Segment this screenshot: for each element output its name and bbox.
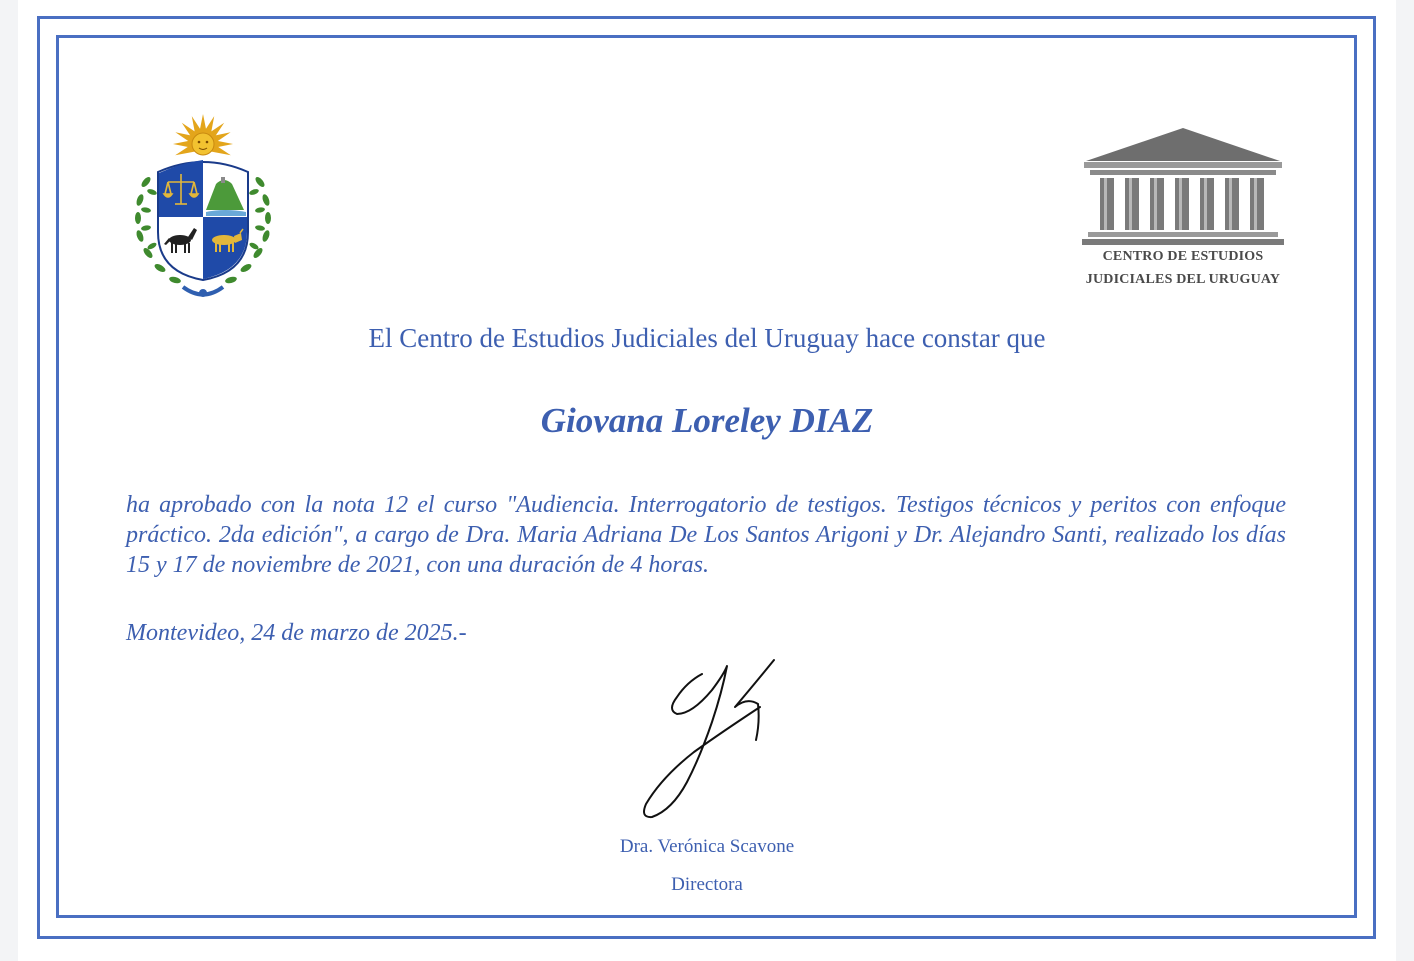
- courthouse-logo-icon: [1078, 126, 1288, 251]
- signatory-name: Dra. Verónica Scavone: [619, 836, 795, 857]
- certificate-body: ha aprobado con la nota 12 el curso "Audiencia. Interrogatorio de testigos. Testigos técnicos y peritos con enfoque práctico. 2da edición", a cargo de Dra. Maria Adriana De Los Santos Arigoni y Dr. Alejandro Santi, realizado los días 15 y 17 de noviembre de 2021, con una duración de 4 horas.: [126, 492, 1286, 578]
- institution-name-line1: CENTRO DE ESTUDIOS: [1102, 249, 1264, 264]
- institution-name-block: [1070, 245, 1296, 291]
- coat-of-arms-icon: [128, 112, 278, 307]
- signatory-role: Directora: [671, 874, 743, 895]
- recipient-name: Giovana Loreley DIAZ: [540, 401, 874, 440]
- certificate-intro: El Centro de Estudios Judiciales del Uruguay hace constar que: [368, 323, 1046, 353]
- place-date: Montevideo, 24 de marzo de 2025.-: [126, 620, 467, 646]
- institution-name-line2: JUDICIALES DEL URUGUAY: [1085, 272, 1281, 287]
- handwritten-signature: [632, 652, 787, 822]
